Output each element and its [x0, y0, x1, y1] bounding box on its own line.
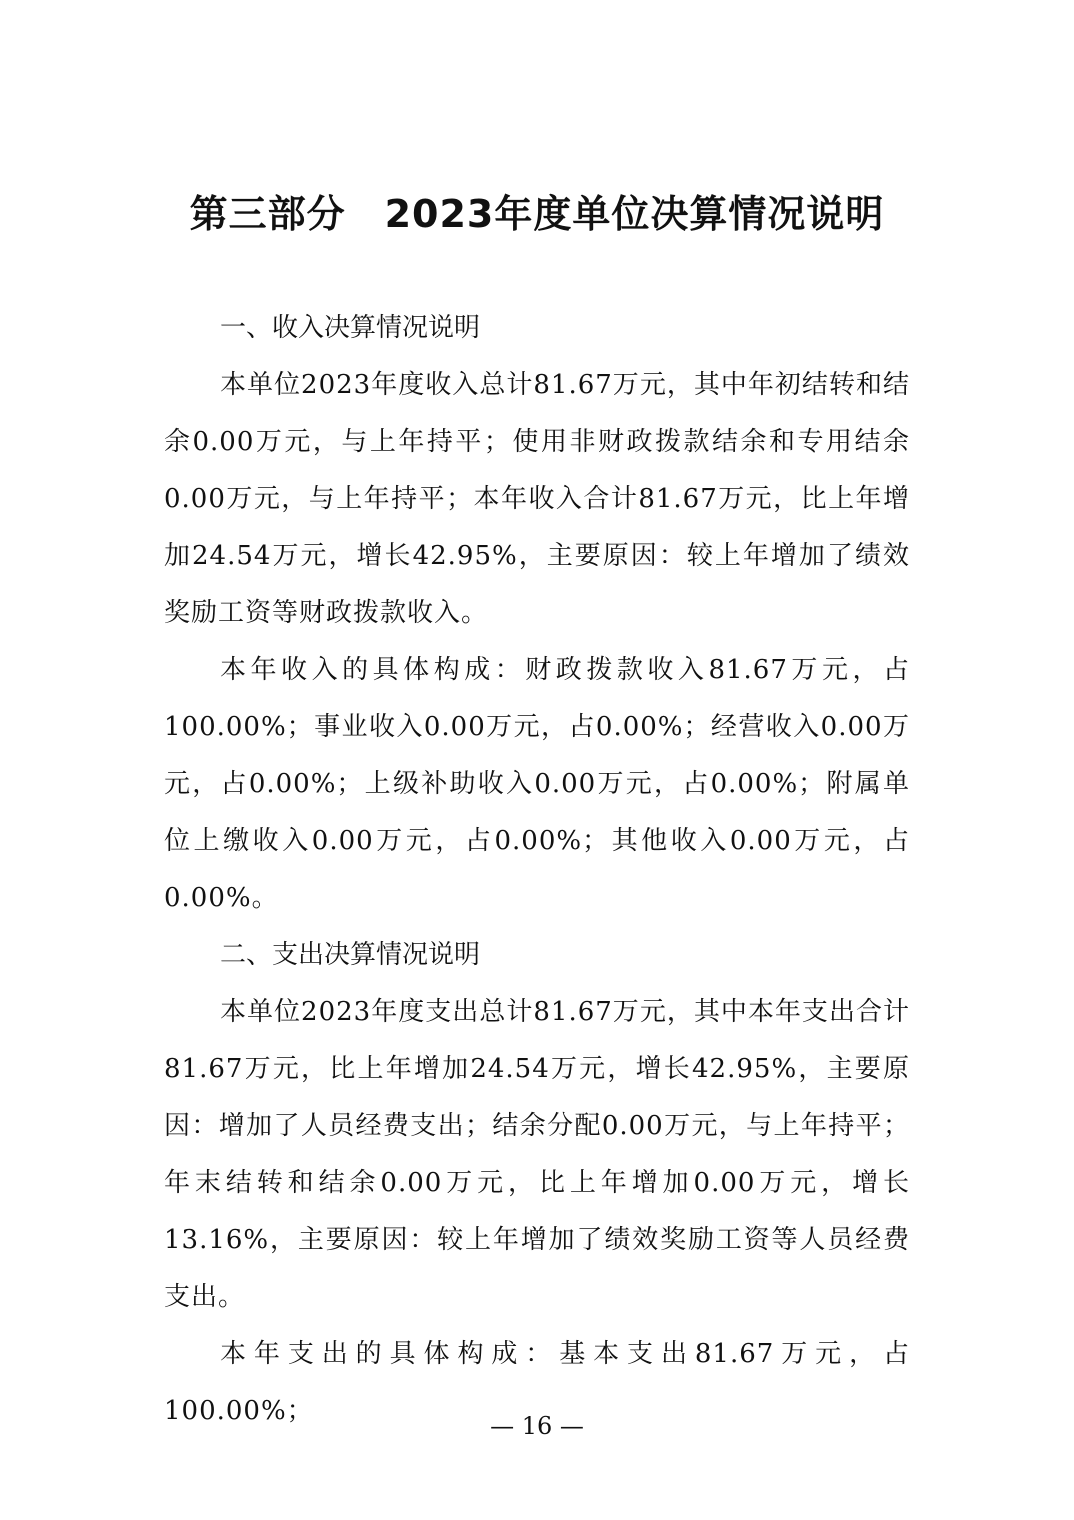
income-summary-paragraph: 本单位2023年度收入总计81.67万元，其中年初结转和结余0.00万元，与上年持平；使用非财政拨款结余和专用结余0.00万元，与上年持平；本年收入合计81.67万元，比上年增加24.54万元，增长42.95%，主要原因：较上年增加了绩效奖励工资等财政拨款收入。 — [164, 370, 910, 628]
document-body — [164, 300, 910, 1440]
page-title: 第三部分 2023年度单位决算情况说明 — [189, 192, 885, 236]
section-heading-income: 一、收入决算情况说明 — [220, 313, 481, 343]
expenditure-summary-paragraph: 本单位2023年度支出总计81.67万元，其中本年支出合计81.67万元，比上年增加24.54万元，增长42.95%，主要原因：增加了人员经费支出；结余分配0.00万元，与上年持平；年末结转和结余0.00万元，比上年增加0.00万元，增长13.16%，主要原因：较上年增加了绩效奖励工资等人员经费支出。 — [164, 997, 910, 1312]
section-heading-expenditure: 二、支出决算情况说明 — [220, 940, 481, 970]
expenditure-composition-paragraph: 本年支出的具体构成：基本支出81.67万元，占100.00%； — [164, 1339, 910, 1426]
income-composition-paragraph: 本年收入的具体构成：财政拨款收入81.67万元，占100.00%；事业收入0.00万元，占0.00%；经营收入0.00万元，占0.00%；上级补助收入0.00万元，占0.00%；附属单位上缴收入0.00万元，占0.00%；其他收入0.00万元，占0.00%。 — [164, 655, 910, 913]
page-number: — 16 — — [490, 1412, 584, 1440]
